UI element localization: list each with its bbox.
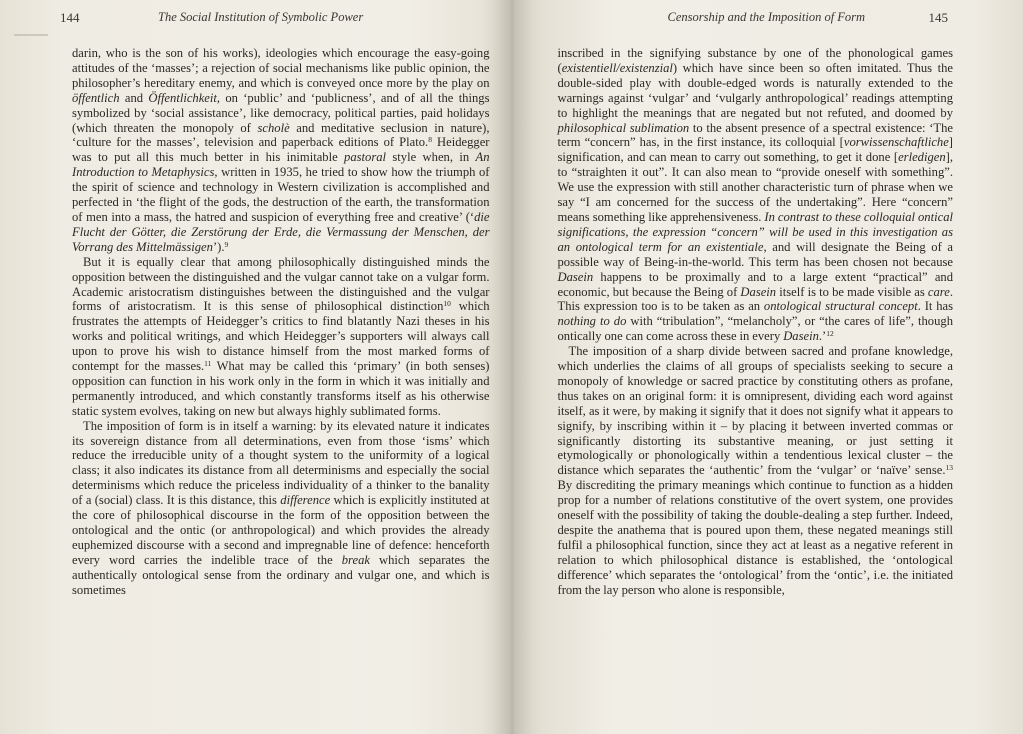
right-paragraph-2: The imposition of a sharp divide between sacred and profane knowledge, which underlies the claims of all groups of specialists seeking to secure a monopoly of knowledge or sacred practice by constituting others as profane, thus takes on an original form: it is omnipresent, dividing each word against itself, as it were, by making it signify that it does not signify what it appears to signify, by inscribing within it – by placing it between inverted commas or significantly distorting its substantive meaning, or just setting it etymologically or phonologically within a tendentious lexical cluster – the distance which separates the ‘authentic’ from the ‘vulgar’ or ‘naïve’ sense.$^{13}$ By discrediting the primary meanings which continue to function as a hidden prop for a number of relations constitutive of the overt system, one provides oneself with the possibility of taking the double-dealing a step further. Indeed, despite the anathema that is poured upon them, these negated meanings still fulfil a philosophical function, since they act at least as a negative referent in relation to which philosophical distance is established, the ‘ontological difference’ which separates the ‘ontological’ from the ‘ontic’, i.e. the initiated from the lay person who alone is responsible, — [557, 344, 953, 597]
right-page — [512, 0, 1023, 734]
left-page-body — [72, 46, 490, 598]
left-paragraph-3: The imposition of form is in itself a warning: by its elevated nature it indicates its sovereign distance from all determinations, even from those ‘isms’ which reduce the irreducible unity of a thought system to the uniformity of a logical class; it also indicates its distance from all determinisms and especially the social determinisms which reduce the priceless individuality of a thinker to the banality of a (social) class. It is this distance, this difference which is explicitly instituted at the core of philosophical discourse in the form of the opposition between the ontological and the ontic (or anthropological) and which provides the already euphemized discourse with a second and impregnable line of defence: henceforth every word carries the indelible trace of the break which separates the authentically ontological sense from the ordinary and vulgar one, and which is sometimes — [72, 418, 490, 597]
right-running-header — [558, 10, 954, 34]
right-running-head: Censorship and the Imposition of Form — [667, 10, 866, 24]
left-running-header — [60, 10, 490, 34]
left-running-head: The Social Institution of Symbolic Power — [158, 10, 364, 24]
right-page-body — [558, 46, 954, 598]
right-page-number: 145 — [928, 10, 948, 25]
right-paragraph-1: inscribed in the signifying substance by one of the phonological games (existentiell/existenzial) which have since been so often imitated. Thus the double-sided play with double-edged words is naturally extended to the warnings against ‘vulgar’ and ‘vulgarly anthropological’ readings attempting to highlight the meanings that are negated but not refuted, and doomed by philosophical sublimation to the absent presence of a spectral existence: ‘The term “concern” has, in the first instance, its colloquial [vorwissenschaftliche] signification, and can mean to carry out something, to get it done [erledigen], to “straighten it out”. It can also mean to “provide oneself with something”. We use the expression with still another characteristic turn of phrase when we say “I am concerned for the success of the undertaking”. Here “concern” means something like apprehensiveness. In contrast to these colloquial ontical significations, the expression “concern” will be used in this investigation as an ontological term for an existentiale, and will designate the Being of a possible way of Being-in-the-world. This term has been chosen not because Dasein happens to be proximally and to a large extent “practical” and economic, but because the Being of Dasein itself is to be made visible as care. This expression too is to be taken as an ontological structural concept. It has nothing to do with “tribulation”, “melancholy”, or “the cares of life”, though ontically one can come across these in every Dasein.’$^{12}$ — [557, 46, 954, 344]
left-paragraph-1: darin, who is the son of his works), ideologies which encourage the easy-going attitudes of the ‘masses’; a rejection of social mechanisms like public opinion, the philosopher’s hereditary enemy, and which is conveyed once more by the play on öffentlich and Öffentlichkeit, on ‘public’ and ‘publicness’, and of all the things symbolized by ‘social assistance’, like democracy, political parties, paid holidays (which threaten the monopoly of scholè and meditative seclusion in nature), ‘culture for the masses’, television and paperback editions of Plato.$^8$ Heidegger was to put all this much better in his inimitable pastoral style when, in An Introduction to Metaphysics, written in 1935, he tried to show how the triumph of the spirit of science and technology in Western civilization is accomplished and perfected in ‘the flight of the gods, the destruction of the earth, the transformation of men into a mass, the hatred and suspicion of everything free and creative’ (‘die Flucht der Götter, die Zerstörung der Erde, die Vermassung der Menschen, der Vorrang des Mittelmässigen’).$^9$ — [72, 46, 490, 254]
left-paragraph-2: But it is equally clear that among philosophically distinguished minds the opposition between the distinguished and the vulgar cannot take on a vulgar form. Academic aristocratism distinguishes between the distinguished and the vulgar forms of aristocratism. It is this sense of philosophical distinction$^{10}$ which frustrates the attempts of Heidegger’s critics to find blatantly Nazi theses in his works and political writings, and which Heidegger’s supporters will always call upon to prove his wish to distance himself from the most marked forms of contempt for the masses.$^{11}$ What may be called this ‘primary’ (in both senses) opposition can function in his work only in the form in which it was initially and permanently introduced, and which constantly transforms itself as his otherwise static system evolves, taking on new but always highly sublimated forms. — [72, 254, 490, 418]
left-page-number: 144 — [60, 10, 80, 25]
